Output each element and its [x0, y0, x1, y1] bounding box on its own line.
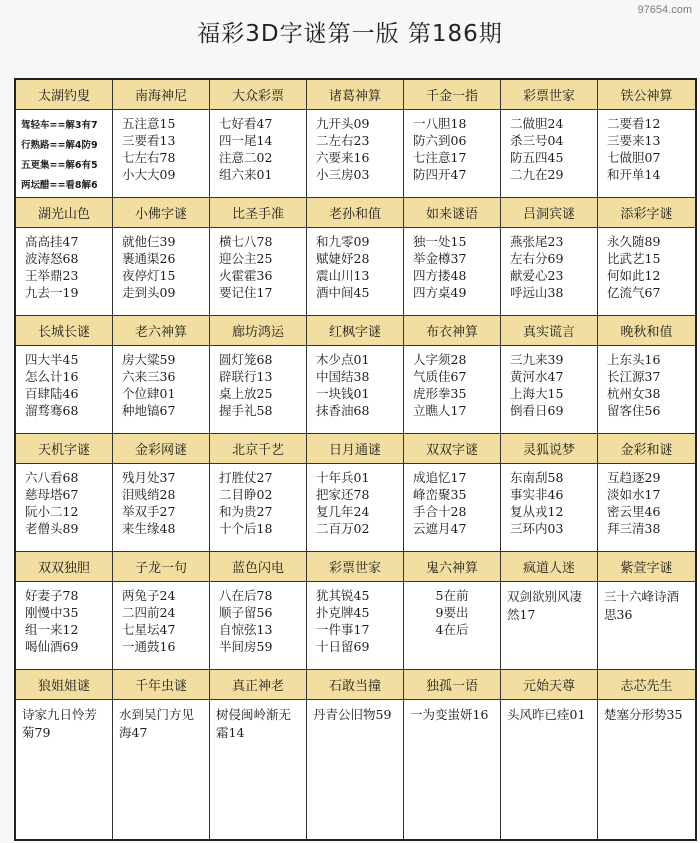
riddle-cell — [307, 346, 404, 434]
column-header: 真正神老 — [210, 670, 307, 700]
riddle-line: 手合十28 — [413, 504, 467, 519]
column-header: 真实谎言 — [501, 316, 598, 346]
riddle-line: 峰峦聚35 — [413, 487, 467, 502]
column-header: 小佛字谜 — [113, 198, 210, 228]
riddle-line: 复从戎12 — [510, 504, 564, 519]
riddle-line: 驾轻车==解3有7 — [21, 120, 98, 131]
riddle-line: 握手礼58 — [219, 403, 273, 418]
riddle-cell — [598, 110, 695, 198]
riddle-line: 高高挂47 — [25, 234, 79, 249]
riddle-line: 成追忆17 — [413, 470, 467, 485]
riddle-cell — [307, 582, 404, 670]
column-header: 蓝色闪电 — [210, 552, 307, 582]
riddle-line: 气质佳67 — [413, 369, 467, 384]
column-header: 北京千艺 — [210, 434, 307, 464]
riddle-cell — [598, 700, 695, 839]
riddle-line: 何如此12 — [607, 268, 661, 283]
riddle-line: 九开头09 — [316, 116, 370, 131]
column-header: 老孙和值 — [307, 198, 404, 228]
riddle-line: 三环内03 — [510, 521, 564, 536]
riddle-line: 一八胆18 — [413, 116, 467, 131]
riddle-cell — [598, 582, 695, 670]
riddle-line: 淡如水17 — [607, 487, 661, 502]
riddle-line: 来生缘48 — [122, 521, 176, 536]
riddle-line: 五更集==解6有5 — [21, 160, 98, 171]
riddle-line: 五注意15 — [122, 116, 176, 131]
column-header: 志芯先生 — [598, 670, 695, 700]
column-header: 独孤一语 — [404, 670, 501, 700]
riddle-line: 自惊弦13 — [219, 622, 273, 637]
riddle-line: 王举鼎23 — [25, 268, 79, 283]
column-header: 大众彩票 — [210, 80, 307, 110]
riddle-cell — [210, 110, 307, 198]
riddle-line: 桌上放25 — [219, 386, 273, 401]
column-header: 千年虫谜 — [113, 670, 210, 700]
riddle-line: 互趋逐29 — [607, 470, 661, 485]
riddle-cell — [404, 700, 501, 839]
riddle-line: 和为贵27 — [219, 504, 273, 519]
riddle-line: 七注意17 — [413, 150, 467, 165]
riddle-line: 裹通渠26 — [122, 251, 176, 266]
column-header: 千金一指 — [404, 80, 501, 110]
riddle-line: 二做胆24 — [510, 116, 564, 131]
riddle-cell — [501, 582, 598, 670]
riddle-line: 打胜仗27 — [219, 470, 273, 485]
riddle-line: 复几年24 — [316, 504, 370, 519]
riddle-cell — [501, 346, 598, 434]
riddle-line: 组一来12 — [25, 622, 79, 637]
riddle-line: 防四开47 — [413, 167, 467, 182]
riddle-line: 百肆陆46 — [25, 386, 79, 401]
riddle-cell — [307, 464, 404, 552]
riddle-line: 举金樽37 — [413, 251, 467, 266]
riddle-line: 东南刮58 — [510, 470, 564, 485]
column-header: 双双字谜 — [404, 434, 501, 464]
riddle-line: 九去一19 — [25, 285, 79, 300]
riddle-line: 9要出 — [435, 605, 469, 620]
riddle-line: 上东头16 — [607, 352, 661, 367]
riddle-line: 十日留69 — [316, 639, 370, 654]
riddle-cell — [307, 228, 404, 316]
riddle-line: 树侵闽岭渐无霜14 — [216, 707, 292, 740]
riddle-cell — [210, 346, 307, 434]
riddle-cell — [404, 228, 501, 316]
riddle-line: 两坛醋==看8解6 — [21, 180, 98, 191]
riddle-line: 和九零09 — [316, 234, 370, 249]
riddle-line: 就他仨39 — [122, 234, 176, 249]
column-header: 彩票世家 — [501, 80, 598, 110]
riddle-line: 溜骛骞68 — [25, 403, 79, 418]
riddle-line: 云遮月47 — [413, 521, 467, 536]
riddle-cell — [598, 346, 695, 434]
riddle-line: 中国结38 — [316, 369, 370, 384]
column-header: 添彩字谜 — [598, 198, 695, 228]
riddle-line: 波涛怒68 — [25, 251, 79, 266]
riddle-line: 诗家九日怜芳菊79 — [22, 707, 98, 740]
riddle-line: 半间房59 — [219, 639, 273, 654]
riddle-cell — [113, 346, 210, 434]
riddle-line: 丹青公旧物59 — [313, 707, 392, 722]
riddle-line: 事实非46 — [510, 487, 564, 502]
riddle-line: 六来三36 — [122, 369, 176, 384]
column-header: 金彩和谜 — [598, 434, 695, 464]
riddle-line: 二目睁02 — [219, 487, 273, 502]
riddle-line: 虎形拳35 — [413, 386, 467, 401]
riddle-line: 四大半45 — [25, 352, 79, 367]
riddle-cell — [16, 110, 113, 198]
riddle-cell — [307, 700, 404, 839]
riddle-line: 独一处15 — [413, 234, 467, 249]
riddle-line: 头风昨已痊01 — [507, 707, 586, 722]
column-header: 狼姐姐谜 — [16, 670, 113, 700]
riddle-line: 注意二02 — [219, 150, 273, 165]
riddle-line: 比武艺15 — [607, 251, 661, 266]
riddle-line: 十年兵01 — [316, 470, 370, 485]
page-title: 福彩3D字谜第一版 第186期 — [197, 21, 503, 47]
riddle-line: 喝仙酒69 — [25, 639, 79, 654]
riddle-cell — [501, 110, 598, 198]
column-header: 元始天尊 — [501, 670, 598, 700]
column-header: 比圣手准 — [210, 198, 307, 228]
riddle-line: 酒中间45 — [316, 285, 370, 300]
riddle-cell — [113, 464, 210, 552]
riddle-cell — [16, 700, 113, 839]
riddle-line: 残月处37 — [122, 470, 176, 485]
riddle-line: 二百万02 — [316, 521, 370, 536]
column-header: 铁公神算 — [598, 80, 695, 110]
column-header: 布衣神算 — [404, 316, 501, 346]
riddle-line: 上海大15 — [510, 386, 564, 401]
riddle-cell — [16, 582, 113, 670]
riddle-line: 扑克牌45 — [316, 605, 370, 620]
riddle-line: 左右分69 — [510, 251, 564, 266]
riddle-line: 八在后78 — [219, 588, 273, 603]
riddle-cell — [16, 464, 113, 552]
riddle-line: 七做胆07 — [607, 150, 661, 165]
riddle-line: 小大大09 — [122, 167, 176, 182]
riddle-line: 辟联行13 — [219, 369, 273, 384]
column-header: 天机字谜 — [16, 434, 113, 464]
column-header: 石敢当撞 — [307, 670, 404, 700]
riddle-cell — [307, 110, 404, 198]
riddle-cell — [501, 464, 598, 552]
riddle-line: 三要来13 — [607, 133, 661, 148]
riddle-line: 举双手27 — [122, 504, 176, 519]
riddle-line: 火霍霍36 — [219, 268, 273, 283]
riddle-line: 个位肆01 — [122, 386, 176, 401]
riddle-line: 要记住17 — [219, 285, 273, 300]
riddle-line: 好妻子78 — [25, 588, 79, 603]
column-header: 双双独胆 — [16, 552, 113, 582]
riddle-line: 震山川13 — [316, 268, 370, 283]
column-header: 湖光山色 — [16, 198, 113, 228]
riddle-line: 七左右78 — [122, 150, 176, 165]
site-watermark: 97654.com — [637, 4, 692, 16]
riddle-line: 木少点01 — [316, 352, 370, 367]
riddle-line: 六八看68 — [25, 470, 79, 485]
riddle-cell — [210, 582, 307, 670]
column-header: 南海神尼 — [113, 80, 210, 110]
riddle-line: 人字须28 — [413, 352, 467, 367]
riddle-line: 横七八78 — [219, 234, 273, 249]
column-header: 紫萱字谜 — [598, 552, 695, 582]
riddle-line: 圆灯笼68 — [219, 352, 273, 367]
riddle-line: 怎么计16 — [25, 369, 79, 384]
riddle-line: 黄河水47 — [510, 369, 564, 384]
column-header: 日月通谜 — [307, 434, 404, 464]
column-header: 金彩网谜 — [113, 434, 210, 464]
column-header: 廊坊鸿运 — [210, 316, 307, 346]
riddle-cell — [501, 228, 598, 316]
column-header: 长城长谜 — [16, 316, 113, 346]
riddle-line: 行熟路==解4防9 — [21, 140, 98, 151]
riddle-line: 二要看12 — [607, 116, 661, 131]
riddle-line: 阮小二12 — [25, 504, 79, 519]
riddle-cell — [210, 700, 307, 839]
riddle-line: 三要看13 — [122, 133, 176, 148]
column-header: 晚秋和值 — [598, 316, 695, 346]
riddle-line: 七星坛47 — [122, 622, 176, 637]
riddle-line: 三九来39 — [510, 352, 564, 367]
column-header: 如来谜语 — [404, 198, 501, 228]
riddle-line: 两兔子24 — [122, 588, 176, 603]
column-header: 吕洞宾谜 — [501, 198, 598, 228]
riddle-line: 呼远山38 — [510, 285, 564, 300]
riddle-cell — [404, 464, 501, 552]
riddle-line: 二九在29 — [510, 167, 564, 182]
riddle-line: 双剑欲别风凄然17 — [507, 589, 583, 622]
riddle-cell — [598, 464, 695, 552]
riddle-line: 密云里46 — [607, 504, 661, 519]
riddle-line: 二左右23 — [316, 133, 370, 148]
riddle-line: 老僧头89 — [25, 521, 79, 536]
riddle-cell — [501, 700, 598, 839]
riddle-cell — [598, 228, 695, 316]
riddle-line: 一件事17 — [316, 622, 370, 637]
riddle-line: 防五四45 — [510, 150, 564, 165]
riddle-line: 夜停灯15 — [122, 268, 176, 283]
riddle-line: 把家还78 — [316, 487, 370, 502]
riddle-line: 房大粱59 — [122, 352, 176, 367]
column-header: 彩票世家 — [307, 552, 404, 582]
riddle-line: 杀三号04 — [510, 133, 564, 148]
column-header: 太湖钓叟 — [16, 80, 113, 110]
column-header: 灵狐说梦 — [501, 434, 598, 464]
riddle-line: 小三房03 — [316, 167, 370, 182]
riddle-cell — [210, 228, 307, 316]
riddle-cell — [404, 346, 501, 434]
riddle-line: 防六到06 — [413, 133, 467, 148]
riddle-line: 一为变蚩妍16 — [410, 707, 489, 722]
riddle-line: 四方搂48 — [413, 268, 467, 283]
riddle-line: 迎公主25 — [219, 251, 273, 266]
riddle-line: 5在前 — [435, 588, 469, 603]
riddle-cell — [16, 346, 113, 434]
riddle-cell — [404, 110, 501, 198]
riddle-cell — [16, 228, 113, 316]
riddle-cell — [210, 464, 307, 552]
riddle-cell — [113, 582, 210, 670]
riddle-line: 倒看日69 — [510, 403, 564, 418]
riddle-line: 慈母塔67 — [25, 487, 79, 502]
riddle-cell — [113, 228, 210, 316]
riddle-line: 杭州女38 — [607, 386, 661, 401]
column-header: 红枫字谜 — [307, 316, 404, 346]
riddle-cell — [113, 110, 210, 198]
riddle-line: 七好看47 — [219, 116, 273, 131]
riddle-line: 泪贱绡28 — [122, 487, 176, 502]
column-header: 老六神算 — [113, 316, 210, 346]
riddle-line: 刚慢中35 — [25, 605, 79, 620]
riddle-line: 三十六峰诗酒思36 — [604, 589, 680, 622]
riddle-cell — [113, 700, 210, 839]
riddle-line: 二四前24 — [122, 605, 176, 620]
riddle-line: 亿流气67 — [607, 285, 661, 300]
riddle-line: 种地镐67 — [122, 403, 176, 418]
column-header: 疯道人迷 — [501, 552, 598, 582]
riddle-line: 十个后18 — [219, 521, 273, 536]
column-header: 子龙一句 — [113, 552, 210, 582]
riddle-line: 走到头09 — [122, 285, 176, 300]
riddle-line: 赋婕妤28 — [316, 251, 370, 266]
column-header: 诸葛神算 — [307, 80, 404, 110]
riddle-line: 立瞧人17 — [413, 403, 467, 418]
riddle-line: 永久随89 — [607, 234, 661, 249]
riddle-line: 4在后 — [435, 622, 469, 637]
riddle-line: 和开单14 — [607, 167, 661, 182]
riddle-line: 拜三清38 — [607, 521, 661, 536]
riddle-line: 四一尾14 — [219, 133, 273, 148]
riddle-line: 燕张尾23 — [510, 234, 564, 249]
riddle-line: 犹其锐45 — [316, 588, 370, 603]
riddle-grid — [16, 80, 695, 839]
riddle-line: 四方桌49 — [413, 285, 467, 300]
riddle-line: 献爱心23 — [510, 268, 564, 283]
riddle-sheet — [14, 78, 697, 841]
riddle-line: 长江源37 — [607, 369, 661, 384]
riddle-line: 一通鼓16 — [122, 639, 176, 654]
riddle-line: 一块钱01 — [316, 386, 370, 401]
riddle-line: 抹香油68 — [316, 403, 370, 418]
riddle-line: 组六来01 — [219, 167, 273, 182]
column-header: 鬼六神算 — [404, 552, 501, 582]
riddle-line: 楚塞分形势35 — [604, 707, 683, 722]
riddle-line: 顺子留56 — [219, 605, 273, 620]
riddle-cell — [404, 582, 501, 670]
riddle-line: 六要来16 — [316, 150, 370, 165]
riddle-line: 水到吴门方见海47 — [119, 707, 195, 740]
riddle-line: 留客住56 — [607, 403, 661, 418]
